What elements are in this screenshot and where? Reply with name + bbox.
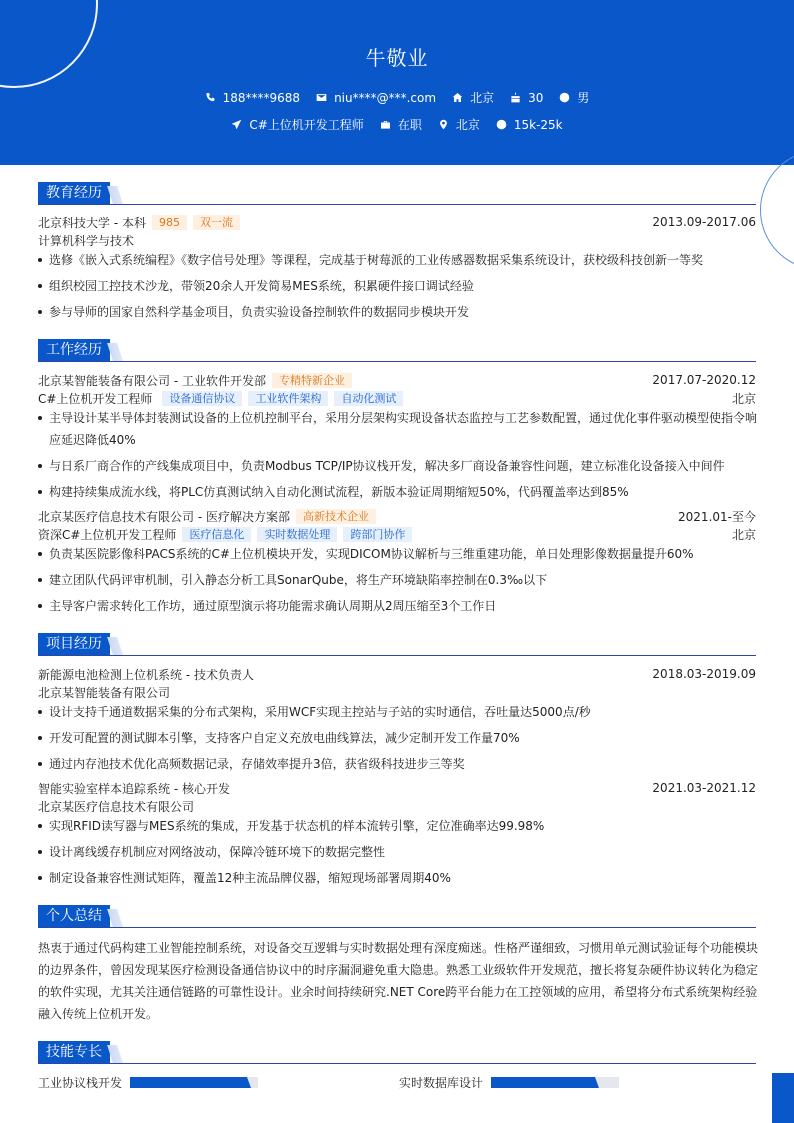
school-badge: 985 [152, 215, 187, 230]
project-org: 北京某医疗信息技术有限公司 [38, 799, 195, 814]
section-summary-title: 个人总结 [38, 905, 110, 927]
home-city-text: 北京 [470, 91, 495, 105]
target-role-text: C#上位机开发工程师 [249, 118, 364, 132]
status-item [380, 116, 422, 133]
location-pin-icon [438, 119, 449, 130]
list-item: 设计支持千通道数据采集的分布式架构，采用WCF实现主控站与子站的实时通信，吞吐量达5000点/秒 [38, 701, 758, 723]
list-item: 与日系厂商合作的产线集成项目中，负责Modbus TCP/IP协议栈开发，解决多厂商设备兼容性问题，建立标准化设备接入中间件 [38, 455, 758, 477]
send-icon [231, 119, 242, 130]
skill-bar [491, 1077, 619, 1088]
list-item: 主导客户需求转化工作坊，通过原型演示将功能需求确认周期从2周压缩至3个工作日 [38, 595, 758, 617]
work-header-row [38, 507, 756, 525]
section-education [38, 183, 756, 205]
age-item [510, 91, 543, 105]
work-period: 2021.01-至今 [678, 509, 756, 524]
email-item [316, 91, 436, 105]
project-org: 北京某智能装备有限公司 [38, 685, 171, 700]
list-item: 组织校园工控技术沙龙，带领20余人开发简易MES系统，积累硬件接口调试经验 [38, 275, 758, 297]
list-item: 设计离线缓存机制应对网络波动，保障冷链环境下的数据完整性 [38, 841, 758, 863]
status-text: 在职 [397, 118, 422, 132]
section-summary [38, 906, 756, 928]
home-item [452, 89, 494, 106]
job-role: C#上位机开发工程师 [38, 391, 153, 406]
skill-tag: 跨部门协作 [343, 527, 412, 542]
work-role-row [38, 389, 756, 407]
resume-header [0, 0, 794, 165]
list-item: 开发可配置的测试脚本引擎，支持客户自定义充放电曲线算法，减少定制开发工作量70% [38, 727, 758, 749]
location-text: 北京 [455, 118, 480, 132]
education-header-row [38, 213, 756, 231]
project-title: 智能实验室样本追踪系统 - 核心开发 [38, 781, 230, 796]
phone-icon [205, 92, 216, 103]
work-header-row [38, 371, 756, 389]
major: 计算机科学与技术 [38, 233, 135, 248]
education-period: 2013.09-2017.06 [652, 215, 756, 229]
contact-row [0, 89, 794, 106]
list-item: 实现RFID读写器与MES系统的集成，开发基于状态机的样本流转引擎，定位准确率达99.98% [38, 815, 758, 837]
project-org-row [38, 683, 756, 701]
mail-icon [316, 92, 327, 103]
summary-text: 热衷于通过代码构建工业智能控制系统，对设备交互逻辑与实时数据处理有深度痴迷。性格严谨细致，习惯用单元测试验证每个功能模块的边界条件，曾因发现某医疗检测设备通信协议中的时序漏洞避免重大隐患。熟悉工业级软件开发规范，擅长将复杂硬件协议转化为稳定的软件实现，尤其关注通信链路的可靠性设计。业余时间持续研究.NET Core跨平台能力在工控领域的应用，希望将分布式系统架构经验融入传统上位机开发。 [38, 941, 759, 1021]
salary-item [496, 118, 563, 132]
decorative-arc [760, 150, 794, 270]
work-city: 北京 [731, 527, 756, 542]
education-major-row [38, 231, 756, 249]
section-projects-title: 项目经历 [38, 633, 110, 655]
work-city: 北京 [731, 391, 756, 406]
skill-tag: 医疗信息化 [182, 527, 251, 542]
home-icon [452, 92, 463, 103]
skill-bar-fill [491, 1077, 593, 1088]
briefcase-icon [380, 119, 391, 130]
list-item: 构建持续集成流水线，将PLC仿真测试纳入自动化测试流程，新版本验证周期缩短50%，代码覆盖率达到85% [38, 481, 758, 503]
list-item: 建立团队代码评审机制，引入静态分析工具SonarQube，将生产环境缺陷率控制在0.3‰以下 [38, 569, 758, 591]
section-education-title: 教育经历 [38, 182, 110, 204]
section-projects [38, 634, 756, 656]
section-skills [38, 1042, 756, 1064]
phone-item [205, 91, 300, 105]
list-item: 负责某医院影像科PACS系统的C#上位机模块开发，实现DICOM协议解析与三维重建功能，单日处理影像数据量提升60% [38, 543, 758, 565]
section-work-title: 工作经历 [38, 339, 110, 361]
project-header-row [38, 779, 756, 797]
gender-icon [559, 92, 570, 103]
list-item: 通过内存池技术优化高频数据记录，存储效率提升3倍，获省级科技进步三等奖 [38, 753, 758, 775]
phone-text: 188****9688 [222, 90, 301, 105]
job-role: 资深C#上位机开发工程师 [38, 527, 177, 542]
email-text: niu****@***.com [334, 90, 437, 105]
company-name: 北京某智能装备有限公司 - 工业软件开发部 [38, 373, 266, 388]
location-item [438, 116, 480, 133]
company-badge: 高新技术企业 [296, 509, 376, 524]
cake-icon [510, 92, 521, 103]
project-org-row [38, 797, 756, 815]
salary-text: 15k-25k [513, 117, 563, 132]
skill-tag: 自动化测试 [334, 391, 403, 406]
skill-item [38, 1074, 258, 1091]
skill-name: 实时数据库设计 [399, 1076, 484, 1090]
skill-tag: 工业软件架构 [248, 391, 328, 406]
skill-bar-fill [130, 1077, 245, 1088]
list-item: 选修《嵌入式系统编程》《数字信号处理》等课程，完成基于树莓派的工业传感器数据采集系统设计，获校级科技创新一等奖 [38, 249, 758, 271]
skill-tag: 设备通信协议 [162, 391, 242, 406]
list-item: 主导设计某半导体封装测试设备的上位机控制平台，采用分层架构实现设备状态监控与工艺参数配置，通过优化事件驱动模型使指令响应延迟降低40% [38, 407, 758, 451]
target-role-item [231, 116, 363, 133]
skill-name: 工业协议栈开发 [38, 1076, 123, 1090]
section-work [38, 340, 756, 362]
list-item: 制定设备兼容性测试矩阵，覆盖12种主流品牌仪器，缩短现场部署周期40% [38, 867, 758, 889]
gender-item [559, 89, 589, 106]
section-skills-title: 技能专长 [38, 1041, 110, 1063]
candidate-name: 牛敬业 [365, 46, 429, 70]
company-name: 北京某医疗信息技术有限公司 - 医疗解决方案部 [38, 509, 290, 524]
school-badge: 双一流 [193, 215, 240, 230]
skill-item [399, 1074, 619, 1091]
project-header-row [38, 665, 756, 683]
project-period: 2018.03-2019.09 [652, 667, 756, 681]
company-badge: 专精特新企业 [272, 373, 352, 388]
job-row [0, 116, 794, 133]
money-icon [496, 119, 507, 130]
gender-text: 男 [577, 91, 590, 105]
work-period: 2017.07-2020.12 [652, 373, 756, 387]
age-text: 30 [528, 90, 544, 105]
skill-bar [130, 1077, 258, 1088]
work-role-row [38, 525, 756, 543]
project-title: 新能源电池检测上位机系统 - 技术负责人 [38, 667, 254, 682]
project-period: 2021.03-2021.12 [652, 781, 756, 795]
decorative-corner-block [772, 1073, 794, 1123]
skill-tag: 实时数据处理 [257, 527, 337, 542]
school-name: 北京科技大学 - 本科 [38, 215, 146, 230]
list-item: 参与导师的国家自然科学基金项目，负责实验设备控制软件的数据同步模块开发 [38, 301, 758, 323]
